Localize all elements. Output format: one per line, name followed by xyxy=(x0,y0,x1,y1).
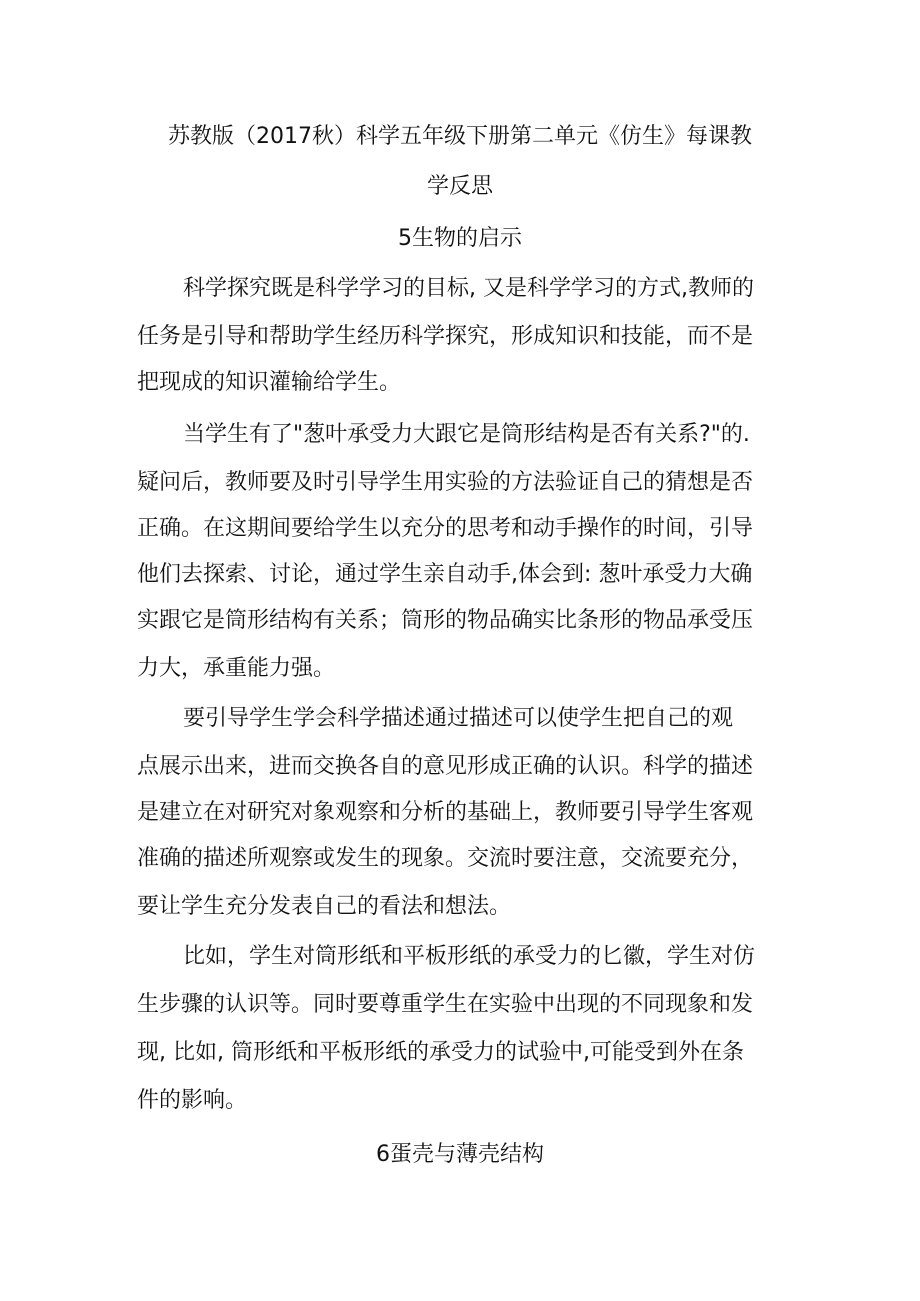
document-title-line-1: 苏教版（2017秋）科学五年级下册第二单元《仿生》每课教 xyxy=(168,124,752,149)
paragraph-2-line-4: 他们去探索、讨论，通过学生亲自动手,体会到: 葱叶承受力大确 xyxy=(137,562,753,587)
section-heading-2: 6蛋壳与薄壳结构 xyxy=(376,1142,544,1167)
paragraph-3-line-5: 要让学生充分发表自己的看法和想法。 xyxy=(137,894,512,919)
paragraph-2-line-6: 力大，承重能力强。 xyxy=(137,656,336,681)
paragraph-1-line-3: 把现成的知识灌输给学生。 xyxy=(137,370,402,395)
paragraph-3-line-3: 是建立在对研究对象观察和分析的基础上，教师要引导学生客观 xyxy=(137,800,754,825)
paragraph-4-line-2: 生步骤的认识等。同时要尊重学生在实验中出现的不同现象和发 xyxy=(137,992,754,1017)
paragraph-1-line-2: 任务是引导和帮助学生经历科学探究，形成知识和技能，而不是 xyxy=(137,324,754,349)
paragraph-4-line-3: 现, 比如, 筒形纸和平板形纸的承受力的试验中,可能受到外在条 xyxy=(137,1040,744,1065)
paragraph-2-line-3: 正确。在这期间要给学生以充分的思考和动手操作的时间，引导 xyxy=(137,516,754,541)
paragraph-3-line-1: 要引导学生学会科学描述通过描述可以使学生把自己的观 xyxy=(183,706,734,731)
paragraph-4-line-4: 件的影响。 xyxy=(137,1088,248,1113)
paragraph-3-line-2: 点展示出来，进而交换各自的意见形成正确的认识。科学的描述 xyxy=(137,754,754,779)
section-heading-1: 5生物的启示 xyxy=(398,226,522,251)
paragraph-2-line-5: 实跟它是筒形结构有关系；筒形的物品确实比条形的物品承受压 xyxy=(137,608,754,633)
paragraph-4-line-1: 比如，学生对筒形纸和平板形纸的承受力的匕徽，学生对仿 xyxy=(183,944,756,969)
paragraph-2-line-2: 疑问后，教师要及时引导学生用实验的方法验证自己的猜想是否 xyxy=(137,470,754,495)
paragraph-3-line-4: 准确的描述所观察或发生的现象。交流时要注意，交流要充分， xyxy=(137,846,754,871)
paragraph-1-line-1: 科学探究既是科学学习的目标, 又是科学学习的方式,教师的 xyxy=(183,276,754,301)
paragraph-2-line-1: 当学生有了"葱叶承受力大跟它是筒形结构是否有关系?"的. xyxy=(183,422,750,447)
document-title-line-2: 学反思 xyxy=(426,174,493,199)
